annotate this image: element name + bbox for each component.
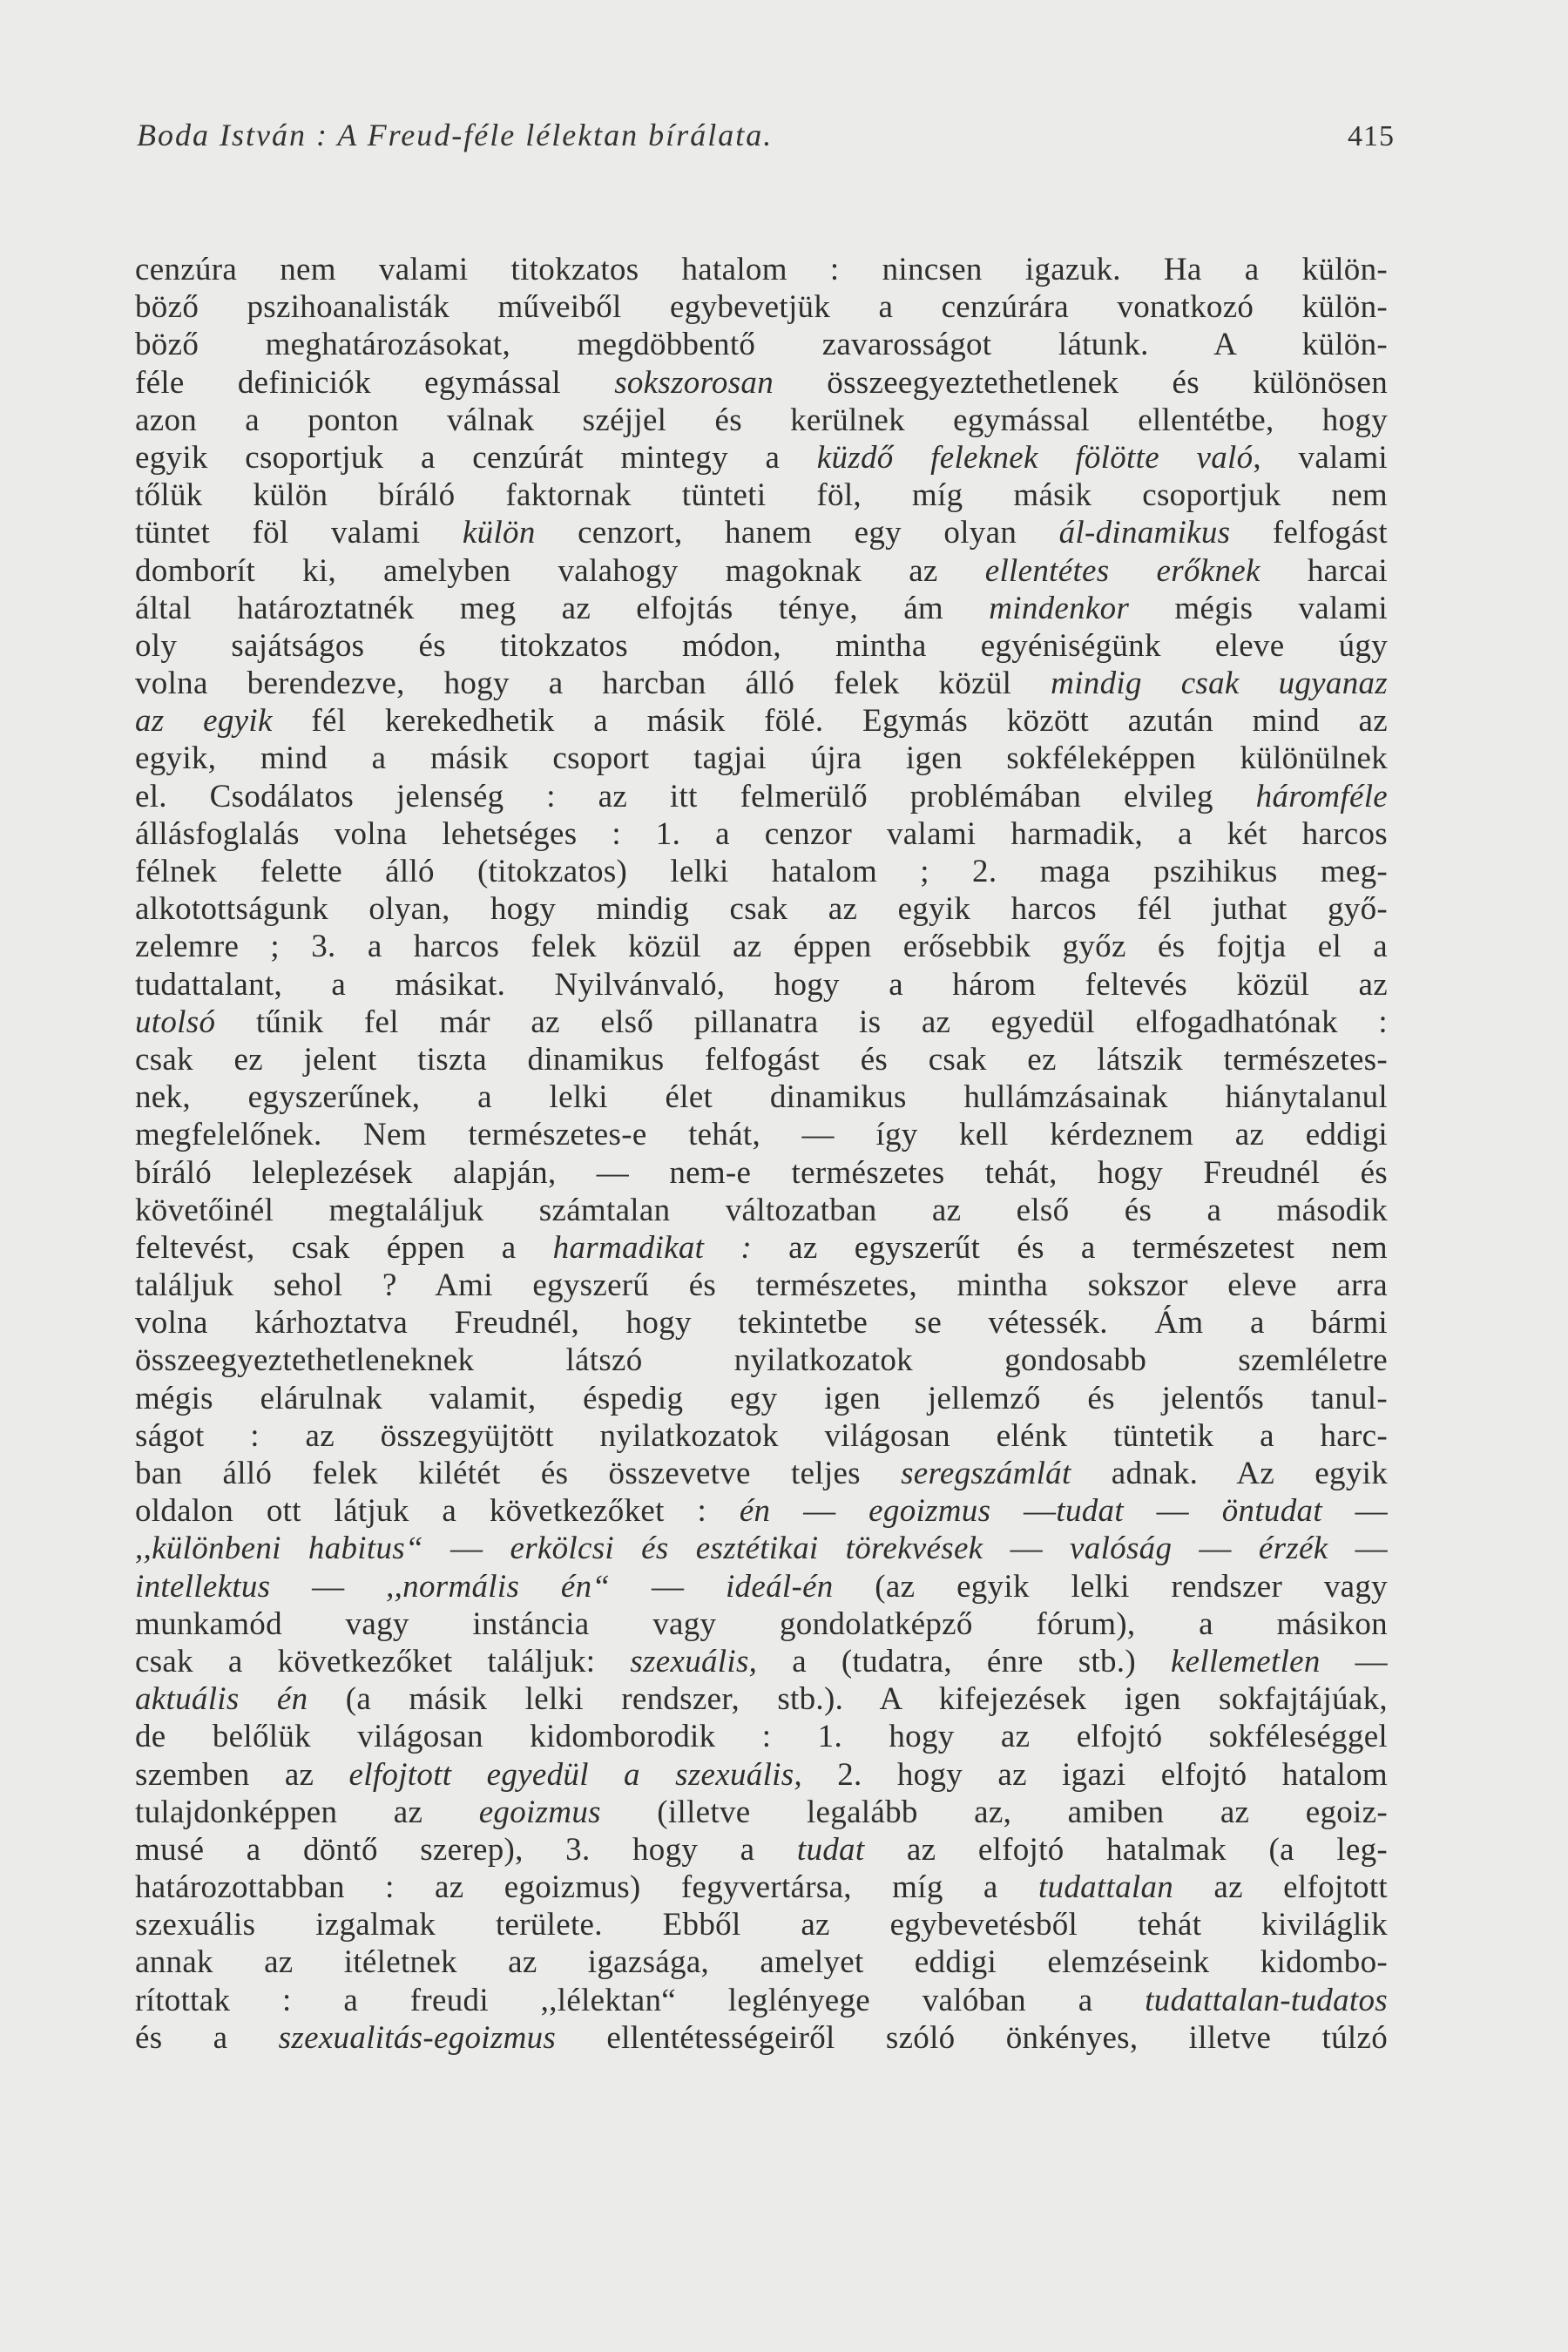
text-run: 2. hogy az igazi elfojtó hatalom: [801, 1756, 1389, 1793]
text-run: —: [1172, 1531, 1259, 1567]
text-run: feltevést, csak éppen a: [135, 1229, 553, 1266]
text-line: [135, 1831, 1388, 1869]
text-run: alkotottságunk olyan, hogy mindig csak az egyik harcos fél juthat győ-: [135, 891, 1388, 928]
text-line: [135, 1041, 1388, 1078]
italic-text: ,,normális én“: [386, 1568, 611, 1605]
text-line: [135, 1906, 1388, 1943]
italic-text: aktuális én: [135, 1681, 308, 1718]
text-run: összeegyeztethetleneknek látszó nyilatkozatok gondosabb szemléletre: [135, 1342, 1388, 1379]
text-run: féle definiciók egymással: [135, 364, 615, 401]
text-run: volna berendezve, hogy a harcban álló felek közül: [135, 666, 1051, 702]
text-run: mégis valami: [1129, 590, 1388, 626]
italic-text: ellentétes erőknek: [984, 552, 1260, 589]
text-run: de belőlük világosan kidomborodik : 1. hogy az elfojtó sokféleséggel: [135, 1719, 1388, 1755]
italic-text: egoizmus: [868, 1493, 991, 1530]
text-line: [135, 1982, 1388, 2019]
text-line: [135, 2019, 1388, 2057]
text-run: által határoztatnék meg az elfojtás ténye, ám: [135, 590, 990, 626]
text-line: [135, 1004, 1388, 1041]
text-run: —: [422, 1531, 510, 1567]
text-run: a (tudatra, énre stb.): [757, 1643, 1171, 1680]
text-run: csak a következőket találjuk:: [135, 1643, 631, 1680]
text-line: [135, 853, 1388, 890]
text-run: —: [1321, 1493, 1388, 1530]
text-line: [135, 1869, 1388, 1906]
italic-text: mindig csak ugyanaz: [1051, 666, 1389, 702]
text-line: [135, 1380, 1388, 1417]
text-line: [135, 778, 1388, 815]
text-run: (a másik lelki rendszer, stb.). A kifejezések igen sokfajtájúak,: [308, 1681, 1388, 1718]
text-line: [135, 552, 1388, 590]
text-run: rítottak : a freudi ,,lélektan“ leglényege valóban a: [135, 1982, 1146, 2018]
italic-text: tudattalan-tudatos: [1145, 1982, 1388, 2018]
text-line: [135, 1756, 1388, 1794]
text-line: [135, 288, 1388, 326]
text-run: (az egyik lelki rendszer vagy: [833, 1568, 1388, 1605]
text-line: [135, 1342, 1388, 1379]
text-line: [135, 890, 1388, 928]
text-run: böző pszihoanalisták műveiből egybevetjük a cenzúrára vonatkozó külön-: [135, 289, 1388, 326]
italic-text: mindenkor: [989, 590, 1130, 626]
italic-text: szexualitás-egoizmus: [278, 2019, 557, 2056]
text-run: az elfojtó hatalmak (a leg-: [864, 1831, 1388, 1868]
italic-text: én: [739, 1493, 771, 1530]
text-line: [135, 665, 1388, 702]
italic-text: tudattalan: [1037, 1869, 1174, 1906]
text-run: munkamód vagy instáncia vagy gondolatképző fórum), a másikon: [135, 1605, 1388, 1642]
text-line: [135, 364, 1388, 402]
text-line: [135, 1154, 1388, 1192]
text-run: ságot : az összegyüjtött nyilatkozatok világosan elénk tüntetik a harc-: [135, 1417, 1388, 1454]
running-head-title: Boda István : A Freud-féle lélektan bírálata.: [137, 118, 774, 152]
text-line: [135, 1078, 1388, 1116]
italic-text: ideál-én: [725, 1568, 834, 1605]
text-line: [135, 740, 1388, 777]
italic-text: erkölcsi és esztétikai törekvések: [510, 1531, 983, 1567]
text-run: nek, egyszerűnek, a lelki élet dinamikus hullámzásainak hiánytalanul: [135, 1079, 1388, 1116]
text-run: csak ez jelent tiszta dinamikus felfogást és csak ez látszik természetes-: [135, 1041, 1388, 1078]
text-run: domborít ki, amelyben valahogy magoknak az: [135, 552, 985, 589]
text-run: el. Csodálatos jelenség : az itt felmerülő problémában elvileg: [135, 778, 1256, 814]
text-run: azon a ponton válnak széjjel és kerülnek egymással ellentétbe, hogy: [135, 402, 1388, 438]
text-run: —: [270, 1568, 387, 1605]
text-line: [135, 1680, 1388, 1718]
text-line: [135, 1605, 1388, 1643]
text-run: böző meghatározásokat, megdöbbentő zavarosságot látunk. A külön-: [135, 327, 1388, 363]
italic-text: tudat: [796, 1831, 865, 1868]
text-run: ban álló felek kilétét és összevetve teljes: [135, 1456, 902, 1491]
text-line: [135, 1455, 1388, 1492]
text-line: [135, 1304, 1388, 1342]
text-run: adnak. Az egyik: [1071, 1456, 1389, 1491]
text-line: [135, 1492, 1388, 1530]
text-run: ellentétességeiről szóló önkényes, illetve túlzó: [556, 2019, 1388, 2056]
italic-text: sokszorosan: [614, 364, 774, 401]
text-run: tüntet föl valami: [135, 515, 463, 551]
text-run: egyik, mind a másik csoport tagjai újra igen sokféleképpen különülnek: [135, 740, 1388, 777]
text-run: —: [990, 1493, 1057, 1530]
text-line: [135, 1417, 1388, 1455]
text-run: harcai: [1260, 552, 1389, 589]
italic-text: érzék: [1258, 1531, 1328, 1567]
text-run: félnek felette álló (titokzatos) lelki hatalom ; 2. maga pszihikus meg-: [135, 854, 1388, 889]
text-line: [135, 1192, 1388, 1229]
text-line: [135, 590, 1388, 627]
text-run: cenzort, hanem egy olyan: [535, 515, 1059, 551]
text-run: és a: [135, 2019, 279, 2056]
text-run: az elfojtott: [1173, 1869, 1389, 1906]
text-line: [135, 1229, 1388, 1267]
text-run: —: [770, 1493, 869, 1530]
italic-text: ál-dinamikus: [1058, 515, 1231, 551]
text-run: —: [610, 1568, 726, 1605]
text-run: volna kárhoztatva Freudnél, hogy tekintetbe se vétessék. Ám a bármi: [135, 1305, 1388, 1342]
text-run: tűnik fel már az első pillanatra is az egyedül elfogadhatónak :: [215, 1004, 1388, 1040]
italic-text: ,,különbeni habitus“: [135, 1531, 423, 1567]
text-line: [135, 815, 1388, 853]
italic-text: seregszámlát: [901, 1456, 1071, 1491]
text-run: az egyszerűt és a természetest nem: [752, 1229, 1388, 1266]
italic-text: elfojtott egyedül a szexuális,: [348, 1756, 802, 1793]
text-run: —: [1328, 1531, 1388, 1567]
text-line: [135, 1718, 1388, 1755]
italic-text: egoizmus: [478, 1794, 601, 1830]
text-run: összeegyeztethetlenek és különösen: [774, 364, 1388, 401]
text-run: tudattalant, a másikat. Nyilvánvaló, hogy a három feltevés közül az: [135, 966, 1388, 1003]
italic-text: háromféle: [1255, 778, 1388, 814]
text-run: tulajdonképpen az: [135, 1794, 479, 1830]
body-text: [135, 251, 1388, 2057]
text-run: fél kerekedhetik a másik fölé. Egymás között azután mind az: [272, 703, 1388, 740]
text-line: [135, 514, 1388, 551]
text-run: mégis elárulnak valamit, éspedig egy igen jellemző és jelentős tanul-: [135, 1380, 1388, 1416]
italic-text: harmadikat :: [552, 1229, 753, 1266]
text-line: [135, 966, 1388, 1004]
text-run: (illetve legalább az, amiben az egoiz-: [600, 1794, 1388, 1830]
italic-text: intellektus: [135, 1568, 271, 1605]
text-line: [135, 476, 1388, 514]
text-run: oly sajátságos és titokzatos módon, mintha egyéniségünk eleve úgy: [135, 627, 1388, 664]
italic-text: szexuális,: [630, 1643, 758, 1680]
text-run: egyik csoportjuk a cenzúrát mintegy a: [135, 439, 817, 476]
italic-text: küzdő feleknek fölötte való: [816, 439, 1254, 476]
text-run: megfelelőnek. Nem természetes-e tehát, — így kell kérdeznem az eddigi: [135, 1117, 1388, 1153]
text-line: [135, 1267, 1388, 1304]
text-run: állásfoglalás volna lehetséges : 1. a cenzor valami harmadik, a két harcos: [135, 815, 1388, 852]
text-run: követőinél megtaláljuk számtalan változatban az első és a második: [135, 1192, 1388, 1228]
text-line: [135, 251, 1388, 288]
text-line: [135, 928, 1388, 965]
italic-text: utolsó: [135, 1004, 216, 1040]
text-run: találjuk sehol ? Ami egyszerű és természetes, mintha sokszor eleve arra: [135, 1267, 1388, 1304]
text-line: [135, 1943, 1388, 1981]
text-line: [135, 702, 1388, 740]
text-run: cenzúra nem valami titokzatos hatalom : nincsen igazuk. Ha a külön-: [135, 252, 1388, 287]
text-run: oldalon ott látjuk a következőket :: [135, 1493, 740, 1530]
text-run: annak az itéletnek az igazsága, amelyet eddigi elemzéseink kidombo-: [135, 1944, 1388, 1981]
italic-text: tudat: [1056, 1493, 1124, 1530]
text-run: —: [1123, 1493, 1222, 1530]
italic-text: valóság: [1070, 1531, 1173, 1567]
text-line: [135, 402, 1388, 439]
text-run: szexuális izgalmak területe. Ebből az egybevetésből tehát kiviláglik: [135, 1907, 1388, 1943]
italic-text: öntudat: [1221, 1493, 1322, 1530]
text-run: , valami: [1253, 439, 1389, 476]
text-line: [135, 439, 1388, 476]
italic-text: külön: [462, 515, 536, 551]
text-run: bíráló leleplezések alapján, — nem-e természetes tehát, hogy Freudnél és: [135, 1154, 1388, 1191]
italic-text: az egyik: [135, 703, 273, 740]
page-number: 415: [1348, 120, 1395, 152]
running-head: [137, 117, 1395, 169]
text-run: szemben az: [135, 1756, 349, 1793]
text-line: [135, 1643, 1388, 1680]
text-line: [135, 326, 1388, 363]
text-run: határozottabban : az egoizmus) fegyvertársa, míg a: [135, 1869, 1038, 1906]
text-line: [135, 1116, 1388, 1153]
text-run: tőlük külön bíráló faktornak tünteti föl, míg másik csoportjuk nem: [135, 477, 1388, 514]
text-run: musé a döntő szerep), 3. hogy a: [135, 1831, 797, 1868]
text-run: —: [1320, 1643, 1388, 1680]
text-line: [135, 1530, 1388, 1567]
text-line: [135, 627, 1388, 665]
text-run: —: [983, 1531, 1071, 1567]
text-run: felfogást: [1230, 515, 1388, 551]
italic-text: kellemetlen: [1170, 1643, 1321, 1680]
text-line: [135, 1794, 1388, 1831]
text-line: [135, 1568, 1388, 1605]
text-run: zelemre ; 3. a harcos felek közül az éppen erősebbik győz és fojtja el a: [135, 929, 1388, 965]
